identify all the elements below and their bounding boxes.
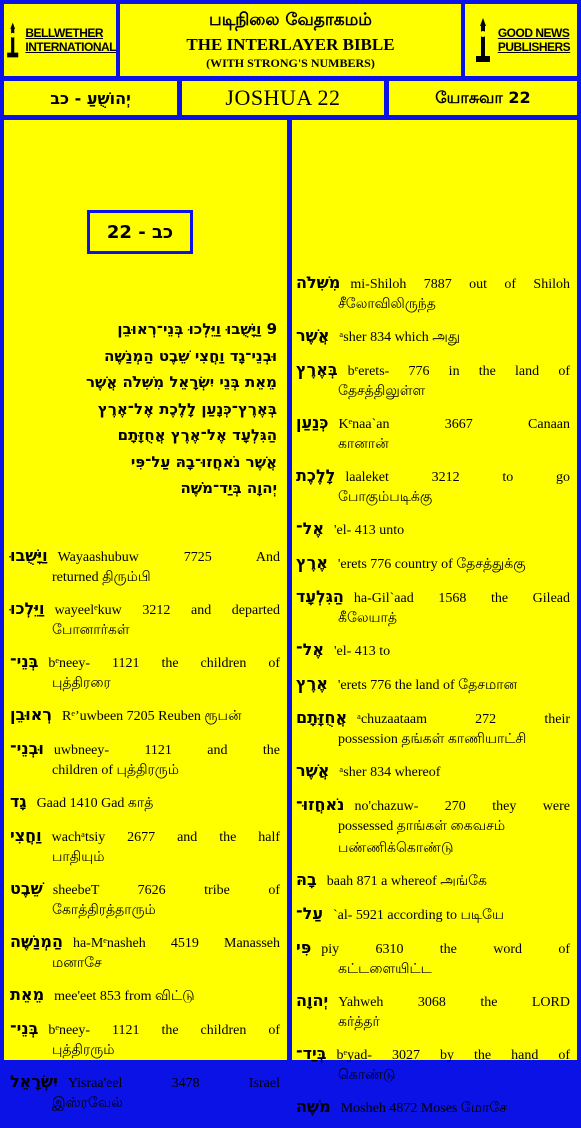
word-gloss: Kᵉnaa`an 3667 Canaan: [338, 417, 570, 432]
word-entry: [296, 792, 570, 860]
subtitle: (WITH STRONG'S NUMBERS): [206, 56, 375, 70]
word-entry: [10, 702, 280, 729]
logo-left-line1: BELLWETHER: [25, 26, 104, 40]
word-gloss: Mosheh 4872 Moses மோசே: [340, 1101, 508, 1116]
word-gloss-continued: புத்திரரும்: [52, 1043, 115, 1058]
hebrew-word: שֵׁבֶט: [10, 879, 43, 898]
word-gloss-continued: கானான்: [338, 437, 389, 452]
bellwether-logo: [4, 4, 116, 76]
word-entry: [10, 1069, 280, 1115]
hebrew-word: אֲחֻזָּתָם: [296, 708, 348, 727]
verse-line: אֲשֶׁר נֹאחֲזוּ־בָהּ עַל־פִּי: [130, 452, 277, 471]
logo-right-line1: GOOD NEWS: [497, 26, 570, 40]
word-gloss: wachᵃtsiy 2677 and the half: [51, 830, 280, 845]
verse-line: יְהוָה בְּיַד־מֹשֶׁה: [180, 479, 277, 497]
word-entry: [296, 935, 570, 981]
word-gloss-continued: கீலேயாத்: [338, 611, 397, 626]
word-entry: [296, 463, 570, 509]
title-block: [120, 4, 461, 76]
word-entry: [10, 596, 280, 642]
hebrew-word: וַחֲצִי: [10, 826, 42, 845]
word-gloss-continued: கர்த்தர்: [338, 1015, 380, 1030]
word-gloss: Wayaashubuw 7725 And: [57, 550, 280, 565]
word-gloss: mi-Shiloh 7887 out of Shiloh: [350, 277, 570, 292]
right-word-list: [296, 270, 570, 1128]
verse-line: הַגִּלְעָד אֶל־אֶרֶץ אֲחֻזָּתָם: [117, 426, 277, 444]
word-entry: [296, 550, 570, 577]
word-gloss: baah 871 a whereof அங்கே: [326, 874, 487, 889]
word-gloss: uwbneey- 1121 and the: [53, 743, 280, 758]
left-column: [4, 120, 287, 1111]
logo-left-line2: INTERNATIONAL: [25, 40, 116, 54]
word-entry: [10, 789, 280, 816]
word-entry: [10, 823, 280, 869]
hebrew-word: עַל־: [296, 904, 323, 923]
word-gloss: 'el- 413 to: [333, 644, 391, 659]
english-reference-text: JOSHUA 22: [225, 85, 341, 110]
word-entry: [10, 736, 280, 782]
word-entry: [296, 867, 570, 894]
hebrew-word: וּבְנֵי־: [10, 739, 44, 758]
hebrew-word: הַמְנַשֶּׁה: [10, 932, 63, 951]
word-entry: [10, 929, 280, 975]
word-entry: [296, 988, 570, 1034]
word-entry: [296, 516, 570, 543]
hebrew-word: בְּיַד־: [296, 1044, 327, 1063]
bell-tower-icon: [4, 16, 21, 64]
word-gloss-continued: கட்டளையிட்ட: [338, 962, 432, 977]
word-gloss: ᵃsher 834 whereof: [339, 765, 441, 780]
word-gloss: `al- 5921 according to படியே: [332, 908, 504, 923]
title-english: THE INTERLAYER BIBLE: [186, 35, 395, 54]
word-entry: [296, 584, 570, 630]
word-entry: [296, 270, 570, 316]
word-gloss-continued: இஸ்ரவேல்: [52, 1096, 123, 1111]
word-gloss: ᵃsher 834 which அது: [339, 330, 460, 345]
hebrew-word: נֹאחֲזוּ־: [296, 795, 345, 814]
word-entry: [296, 705, 570, 751]
hebrew-word: אֲשֶׁר: [296, 326, 330, 345]
hebrew-word: יִשְׂרָאֵל: [10, 1072, 58, 1091]
word-gloss: Yahweh 3068 the LORD: [338, 995, 570, 1010]
word-entry: [296, 758, 570, 785]
chapter-label: כב - 22: [87, 210, 193, 254]
hebrew-word: רְאוּבֵן: [10, 705, 53, 724]
english-reference: [182, 81, 384, 115]
word-entry: [10, 1016, 280, 1062]
hebrew-word: מֹשֶׁה: [296, 1097, 331, 1116]
hebrew-word: יְהוָה: [296, 991, 329, 1010]
word-gloss-continued: possessed தாங்கள் கைவசம் பண்ணிக்கொண்டு: [338, 819, 506, 856]
logo-right-line2: PUBLISHERS: [497, 40, 571, 54]
word-gloss: bᵉyad- 3027 by the hand of: [336, 1048, 570, 1063]
word-entry: [10, 876, 280, 922]
word-gloss-continued: மனாசே: [52, 956, 102, 971]
left-word-list: [10, 543, 280, 1122]
hebrew-word: אֶל־: [296, 519, 324, 538]
right-column: [292, 120, 577, 1116]
word-gloss: bᵉerets- 776 in the land of: [347, 364, 570, 379]
word-entry: [296, 410, 570, 456]
hebrew-word: מֵאֵת: [10, 985, 45, 1004]
hebrew-word: הַגִּלְעָד: [296, 587, 344, 606]
title-tamil: படிநிலை வேதாகமம்: [209, 10, 372, 30]
word-gloss: 'erets 776 country of தேசத்துக்கு: [337, 557, 526, 572]
word-gloss-continued: போனார்கள்: [52, 623, 130, 638]
word-gloss: bᵉneey- 1121 the children of: [48, 1023, 280, 1038]
verse-line: מֵאֵת בְּנֵי יִשְׂרָאֵל מִשִּׁלֹה אֲשֶׁר: [85, 373, 277, 391]
word-gloss: 'erets 776 the land of தேசமான: [337, 678, 518, 693]
word-gloss: Gaad 1410 Gad காத்: [36, 796, 154, 811]
hebrew-word: אֶרֶץ: [296, 674, 328, 693]
hebrew-word: מִשִּׁלֹה: [296, 273, 341, 292]
hebrew-word: גָד: [10, 792, 27, 811]
hebrew-word: כְּנַעַן: [296, 413, 329, 432]
hebrew-word: אֶל־: [296, 640, 324, 659]
word-gloss: mee'eet 853 from விட்டு: [54, 989, 195, 1004]
word-gloss-continued: கொண்டு: [338, 1068, 396, 1083]
good-news-logo: [465, 4, 577, 76]
word-gloss: sheebeT 7626 tribe of: [52, 883, 280, 898]
word-entry: [296, 1041, 570, 1087]
tower-icon: [472, 16, 494, 64]
hebrew-word: בָהּ: [296, 870, 317, 889]
word-gloss: ᵃchuzaataam 272 their: [357, 712, 570, 727]
tamil-reference-text: யோசுவா 22: [435, 87, 531, 107]
verse-text: [12, 316, 277, 502]
word-gloss-continued: பாதியும்: [52, 850, 105, 865]
hebrew-word: אֶרֶץ: [296, 553, 328, 572]
hebrew-word: לָלֶכֶת: [296, 466, 336, 485]
word-entry: [296, 671, 570, 698]
word-entry: [296, 901, 570, 928]
hebrew-word: בְּנֵי־: [10, 652, 39, 671]
hebrew-word: אֲשֶׁר: [296, 761, 330, 780]
hebrew-reference: [4, 81, 177, 115]
word-gloss: wayeelᵉkuw 3212 and departed: [54, 603, 280, 618]
word-entry: [10, 982, 280, 1009]
hebrew-word: בְּנֵי־: [10, 1019, 39, 1038]
word-entry: [296, 1094, 570, 1121]
word-gloss: bᵉneey- 1121 the children of: [48, 656, 280, 671]
word-gloss: Rᵉʼuwbeen 7205 Reuben ரூபன்: [62, 709, 242, 724]
tamil-reference: [389, 81, 577, 115]
word-entry: [296, 323, 570, 350]
word-entry: [296, 357, 570, 403]
word-gloss-continued: புத்திரரை: [52, 676, 111, 691]
hebrew-word: פִּי: [296, 938, 312, 957]
word-gloss: ha-Gil`aad 1568 the Gilead: [353, 591, 570, 606]
word-gloss: Yisraa'eel 3478 Israel: [67, 1076, 280, 1091]
hebrew-reference-text: יְהוֹשֻׁעַ - כב: [50, 88, 131, 108]
hebrew-word: וַיָּשֻׁבוּ: [10, 546, 48, 565]
hebrew-word: בְּאֶרֶץ: [296, 360, 338, 379]
word-gloss-continued: தேசத்திலுள்ள: [338, 384, 426, 399]
word-gloss: ha-Mᵉnasheh 4519 Manasseh: [72, 936, 280, 951]
word-gloss-continued: போகும்படிக்கு: [338, 490, 433, 505]
verse-line: וּבְנֵי־גָד וַחֲצִי שֵׁבֶט הַמְנַשֶּׁה: [104, 346, 277, 365]
word-gloss-continued: children of புத்திரரும்: [52, 763, 180, 778]
verse-line: בְּאֶרֶץ־כְּנָעַן לָלֶכֶת אֶל־אֶרֶץ: [97, 399, 277, 418]
word-gloss-continued: சீலோவிலிருந்த: [338, 297, 436, 312]
word-entry: [10, 649, 280, 695]
word-gloss-continued: கோத்திரத்தாரும்: [52, 903, 156, 918]
word-gloss: 'el- 413 unto: [333, 523, 405, 538]
word-gloss-continued: returned திரும்பி: [52, 570, 151, 585]
word-gloss: laaleket 3212 to go: [345, 470, 570, 485]
word-gloss-continued: possession தங்கள் காணியாட்சி: [338, 732, 527, 747]
word-gloss: piy 6310 the word of: [321, 942, 570, 957]
verse-line: 9 וַיָּשֻׁבוּ וַיֵּלְכוּ בְּנֵי־רְאוּבֵן: [117, 320, 277, 338]
hebrew-word: וַיֵּלְכוּ: [10, 599, 45, 618]
word-entry: [296, 637, 570, 664]
word-gloss: no'chazuw- 270 they were: [354, 799, 570, 814]
word-entry: [10, 543, 280, 589]
